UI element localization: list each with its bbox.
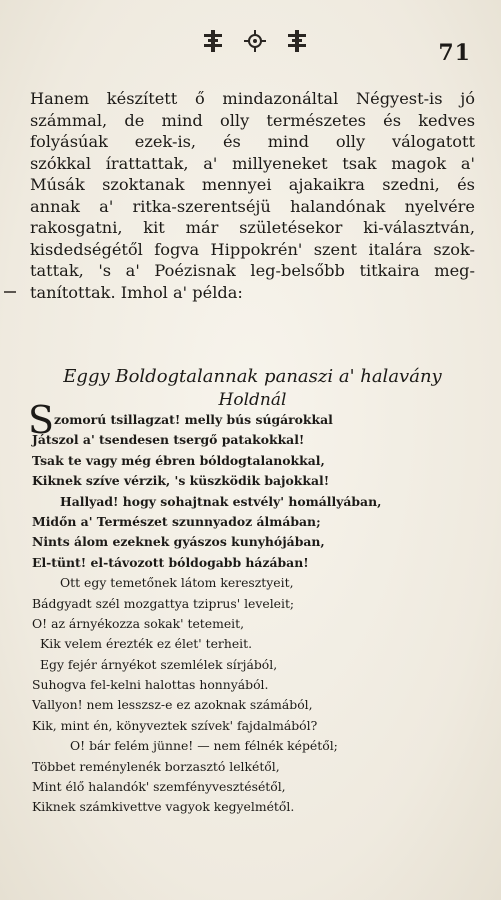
poem-line: Suhogva fel-kelni halottas honnyából.	[32, 677, 269, 693]
prose-line: tattak, 's a' Poézisnak leg-belsőbb titkaira meg-	[30, 261, 475, 280]
poem-line: zomorú tsillagzat! melly bús súgárokkal	[54, 412, 333, 427]
poem-line: Tsak te vagy még ébren bóldogtalanokkal,	[32, 452, 325, 468]
poem-body	[32, 410, 472, 818]
poem-line: Midőn a' Természet szunnyadoz álmában;	[32, 513, 321, 529]
poem-line: El-tünt! el-távozott bóldogabb házában!	[32, 554, 309, 570]
printer-ornament-icon	[200, 28, 310, 54]
poem-line: Egy fejér árnyékot szemlélek sírjából,	[40, 656, 278, 672]
poem-title-line: Eggy Boldogtalannak panaszi a' halavány	[63, 366, 442, 387]
poem-line: Ott egy temetőnek látom keresztyeit,	[60, 575, 294, 591]
poem-line: Hallyad! hogy sohajtnak estvély' homállyában,	[60, 493, 382, 509]
drop-cap: S	[28, 398, 55, 442]
poem-line: Kik, mint én, könyveztek szívek' fajdalmából?	[32, 717, 318, 733]
poem-title-line: Holdnál	[218, 390, 287, 410]
prose-line: számmal, de mind olly természetes és kedves	[30, 110, 475, 130]
poem-line: Mint élő halandók' szemfényvesztésétől,	[32, 779, 286, 795]
margin-mark	[4, 291, 16, 293]
poem-title	[30, 365, 475, 411]
prose-line: folyásúak ezek-is, és mind olly válogatott	[30, 132, 475, 151]
poem-line: Játszol a' tsendesen tsergő patakokkal!	[32, 432, 305, 448]
prose-line: szókkal írattattak, a' millyeneket tsak magok a'	[30, 153, 475, 173]
poem-line: Kik velem érezték ez élet' terheit.	[40, 636, 253, 652]
poem-line: O! bár felém jünne! — nem félnék képétől;	[70, 738, 338, 754]
prose-line: Hanem készített ő mindazonáltal Négyest-is jó	[30, 89, 475, 108]
prose-line: annak a' ritka-szerentséjü halandónak nyelvére	[30, 196, 475, 216]
poem-line: O! az árnyékozza sokak' tetemeit,	[32, 615, 245, 631]
page-number: 71	[438, 40, 471, 66]
poem-line: Többet reménylenék borzasztó lelkétől,	[32, 758, 280, 774]
poem-line: Kiknek számkivettve vagyok kegyelmétől.	[32, 799, 295, 815]
page-header	[0, 22, 501, 66]
poem-line: Bádgyadt szél mozgattya tziprus' leveleit;	[32, 595, 295, 611]
poem-line: Nints álom ezeknek gyászos kunyhójában,	[32, 534, 325, 550]
poem-line: Kiknek szíve vérzik, 's küszködik bajokkal!	[32, 473, 330, 489]
poem-line: Vallyon! nem lesszsz-e ez azoknak számából,	[32, 697, 313, 713]
prose-line: tanítottak. Imhol a' példa:	[30, 282, 243, 302]
prose-line: kisdedségétől fogva Hippokrén' szent italára szok-	[30, 239, 475, 259]
prose-line: Músák szoktanak mennyei ajakaikra szedni, és	[30, 175, 475, 194]
prose-paragraph	[30, 88, 475, 303]
prose-line: rakosgatni, kit már születésekor ki-választván,	[30, 218, 475, 237]
